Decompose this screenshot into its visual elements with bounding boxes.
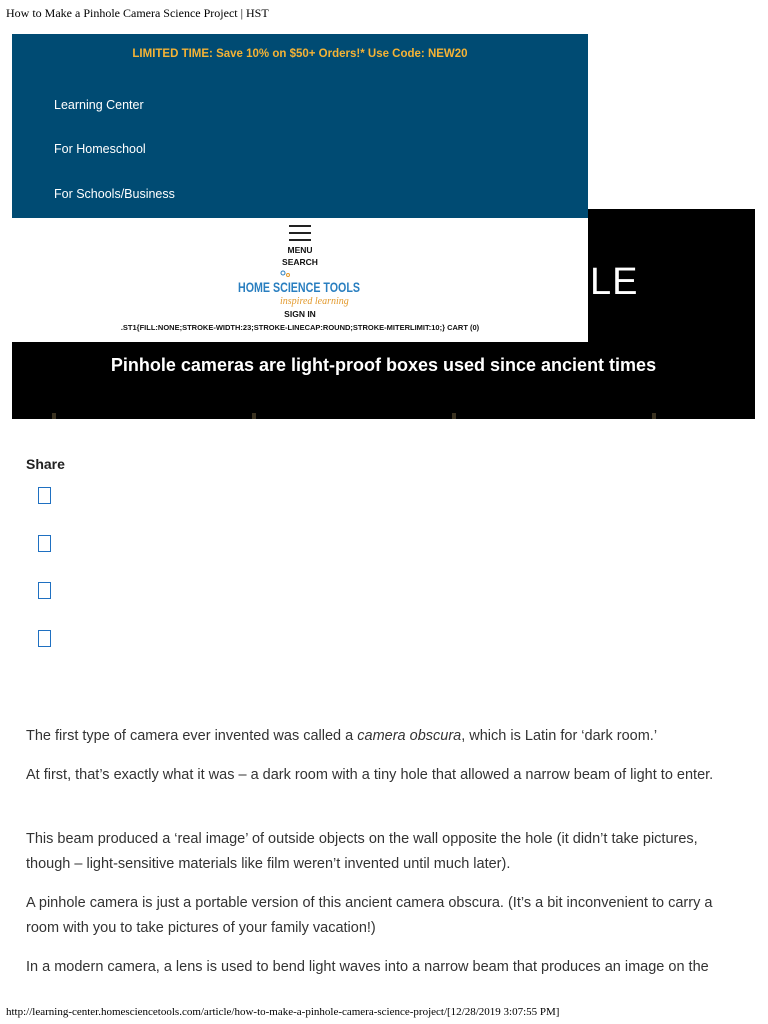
- home-science-tools-logo[interactable]: [236, 270, 364, 310]
- nav-link-for-schools-business[interactable]: For Schools/Business: [54, 187, 175, 201]
- document-title: How to Make a Pinhole Camera Science Project | HST: [6, 6, 269, 20]
- site-header: [12, 218, 588, 342]
- svg-text:HOME SCIENCE TOOLS: HOME SCIENCE TOOLS: [238, 279, 360, 295]
- hero-image-strip: [12, 413, 755, 419]
- share-icon-2[interactable]: [38, 535, 51, 552]
- search-label[interactable]: SEARCH: [282, 257, 318, 267]
- sign-in-label[interactable]: SIGN IN: [284, 309, 316, 319]
- hero-caption: Pinhole cameras are light-proof boxes used since ancient times: [110, 355, 657, 375]
- nav-link-for-homeschool[interactable]: For Homeschool: [54, 142, 146, 156]
- share-icon-3[interactable]: [38, 582, 51, 599]
- top-navigation: [12, 34, 588, 218]
- share-heading: Share: [26, 456, 65, 472]
- menu-label[interactable]: MENU: [287, 245, 313, 255]
- camera-obscura-term: camera obscura: [357, 728, 462, 744]
- footer-url: http://learning-center.homesciencetools.com/article/how-to-make-a-pinhole-camera-science-project/[12/28/2019 3:07:55 PM]: [6, 1006, 560, 1018]
- svg-text:inspired learning: inspired learning: [280, 296, 349, 307]
- article-paragraph-5: In a modern camera, a lens is used to bend light waves into a narrow beam that produces an image on the: [26, 959, 709, 975]
- nav-link-learning-center[interactable]: Learning Center: [54, 98, 144, 112]
- article-paragraph-4: A pinhole camera is just a portable version of this ancient camera obscura. (It’s a bit inconvenient to carry a room with you to take pictures of your family vacation!): [26, 895, 713, 936]
- share-icon-1[interactable]: [38, 487, 51, 504]
- article-paragraph-1: The first type of camera ever invented was called a camera obscura, which is Latin for ‘dark room.’: [26, 728, 658, 744]
- share-icon-4[interactable]: [38, 630, 51, 647]
- hero-background-title: LE: [590, 261, 639, 303]
- article-paragraph-2: At first, that’s exactly what it was – a dark room with a tiny hole that allowed a narrow beam of light to enter.: [26, 767, 714, 783]
- cart-link[interactable]: .ST1{FILL:NONE;STROKE-WIDTH:23;STROKE-LINECAP:ROUND;STROKE-MITERLIMIT:10;} CART (0): [120, 323, 480, 332]
- hamburger-menu-icon[interactable]: [289, 225, 311, 241]
- promo-banner[interactable]: LIMITED TIME: Save 10% on $50+ Orders!* Use Code: NEW20: [132, 48, 468, 60]
- article-paragraph-3: This beam produced a ‘real image’ of outside objects on the wall opposite the hole (it didn’t take pictures, though – light-sensitive materials like film weren’t invented until much later).: [26, 831, 698, 872]
